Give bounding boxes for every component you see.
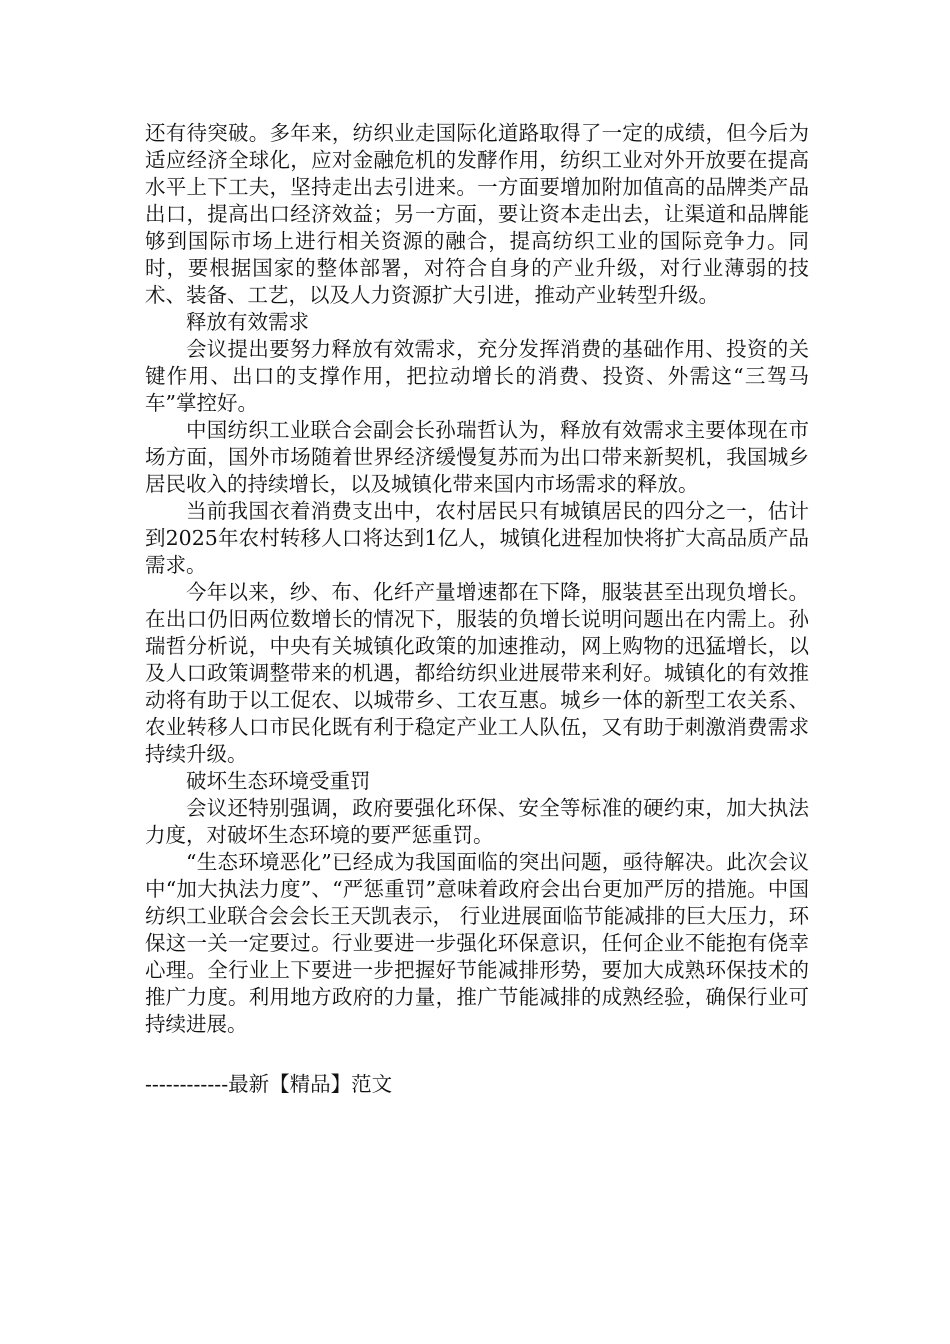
paragraph: 今年以来，纱、布、化纤产量增速都在下降，服装甚至出现负增长。在出口仍旧两位数增长的情况下，服装的负增长说明问题出在内需上。孙瑞哲分析说，中央有关城镇化政策的加速推动，网上购物的迅猛增长，以及人口政策调整带来的机遇，都给纺织业进展带来利好。城镇化的有效推动将有助于以工促农、以城带乡、工农互惠。城乡一体的新型工农关系、农业转移人口市民化既有利于稳定产业工人队伍，又有助于刺激消费需求持续升级。: [145, 580, 809, 766]
section-heading-ecology-penalty: 破坏生态环境受重罚: [186, 769, 371, 793]
paragraph: “生态环境恶化”已经成为我国面临的突出问题，亟待解决。此次会议中“加大执法力度”、“严惩重罚”意味着政府会出台更加严厉的措施。中国纺织工业联合会会长王天凯表示， 行业进展面临节能减排的巨大压力，环保这一关一定要过。行业要进一步强化环保意识，任何企业不能抱有侥幸心理。全行业上下要进一步把握好节能减排形势，要加大成熟环保技术的推广力度。利用地方政府的力量，推广节能减排的成熟经验，确保行业可持续进展。: [145, 850, 809, 1036]
paragraph: 会议提出要努力释放有效需求，充分发挥消费的基础作用、投资的关键作用、出口的支撑作用，把拉动增长的消费、投资、外需这“三驾马车”掌控好。: [145, 337, 809, 415]
paragraph: 当前我国衣着消费支出中，农村居民只有城镇居民的四分之一，估计到2025年农村转移人口将达到1亿人，城镇化进程加快将扩大高品质产品需求。: [145, 499, 809, 577]
section-heading-release-demand: 释放有效需求: [186, 310, 309, 334]
paragraph: 中国纺织工业联合会副会长孙瑞哲认为，释放有效需求主要体现在市场方面，国外市场随着世界经济缓慢复苏而为出口带来新契机，我国城乡居民收入的持续增长，以及城镇化带来国内市场需求的释放。: [145, 418, 809, 496]
document-body: [145, 120, 809, 1038]
paragraph: 会议还特别强调，政府要强化环保、安全等标准的硬约束，加大执法力度，对破坏生态环境的要严惩重罚。: [145, 796, 809, 847]
paragraph-intro: 还有待突破。多年来，纺织业走国际化道路取得了一定的成绩，但今后为适应经济全球化，应对金融危机的发酵作用，纺织工业对外开放要在提高水平上下工夫，坚持走出去引进来。一方面要增加附加值高的品牌类产品出口，提高出口经济效益；另一方面，要让资本走出去，让渠道和品牌能够到国际市场上进行相关资源的融合，提高纺织工业的国际竞争力。同时，要根据国家的整体部署，对符合自身的产业升级，对行业薄弱的技术、装备、工艺，以及人力资源扩大引进，推动产业转型升级。: [145, 121, 809, 307]
page-footer: ------------最新【精品】范文: [145, 1072, 393, 1096]
